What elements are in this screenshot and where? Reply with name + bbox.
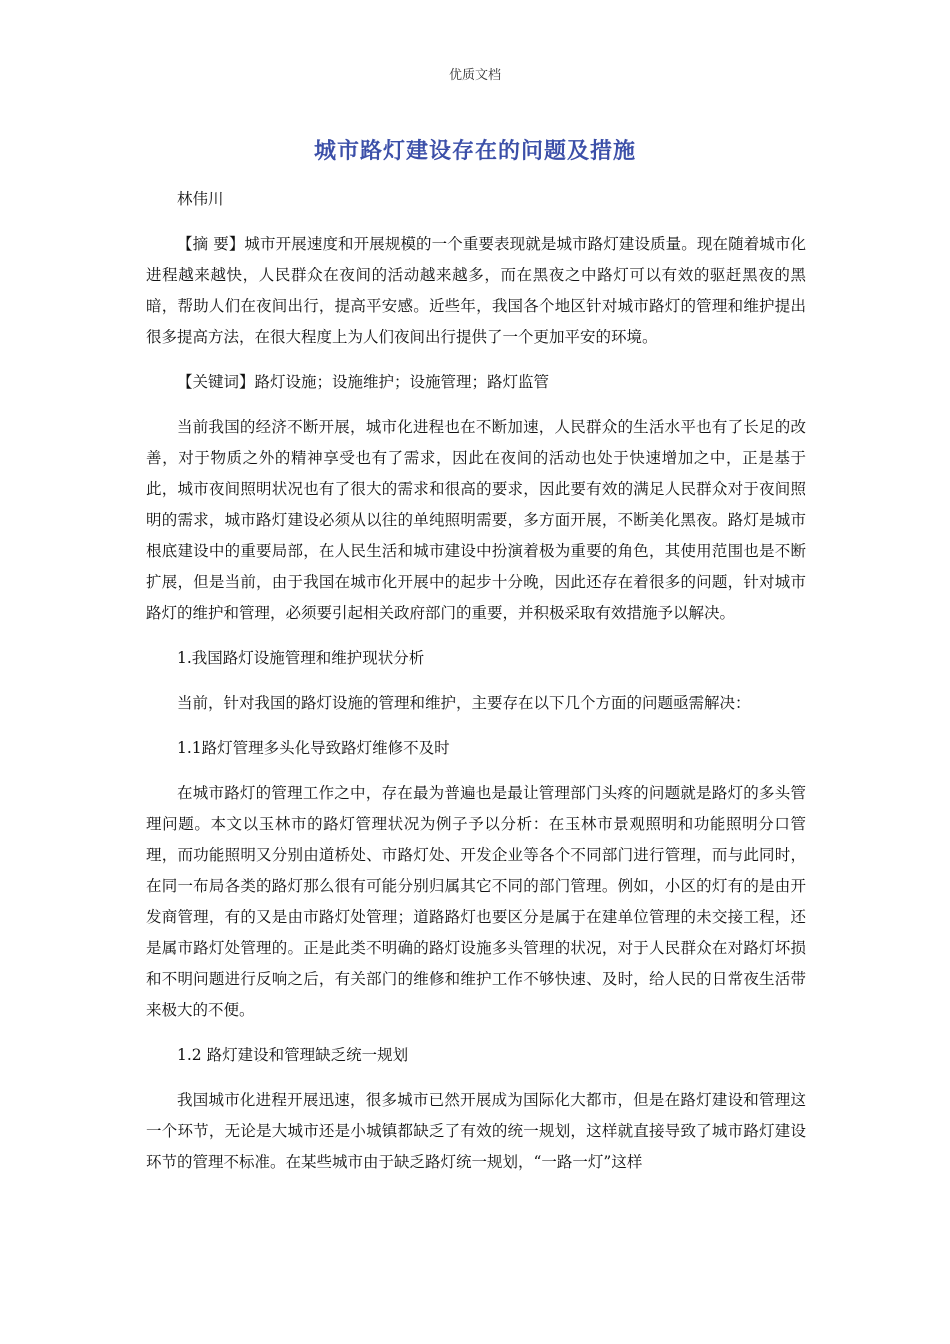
page-header-label: 优质文档 [448,68,501,83]
document-body [146,184,806,1192]
intro-paragraph: 当前我国的经济不断开展，城市化进程也在不断加速，人民群众的生活水平也有了长足的改善，对于物质之外的精神享受也有了需求，因此在夜间的活动也处于快速增加之中，正是基于此，城市夜间照明状况也有了很大的需求和很高的要求，因此要有效的满足人民群众对于夜间照明的需求，城市路灯建设必须从以往的单纯照明需要，多方面开展，不断美化黑夜。路灯是城市根底建设中的重要局部，在人民生活和城市建设中扮演着极为重要的角色，其使用范围也是不断扩展，但是当前，由于我国在城市化开展中的起步十分晚，因此还存在着很多的问题，针对城市路灯的维护和管理，必须要引起相关政府部门的重要，并积极采取有效措施予以解决。 [146,418,806,622]
keywords-paragraph: 【关键词】路灯设施；设施维护；设施管理；路灯监管 [177,373,550,391]
document-title: 城市路灯建设存在的问题及措施 [313,139,636,164]
section-1-1-paragraph: 在城市路灯的管理工作之中，存在最为普遍也是最让管理部门头疼的问题就是路灯的多头管理问题。本文以玉林市的路灯管理状况为例子予以分析：在玉林市景观照明和功能照明分口管理，而功能照明又分别由道桥处、市路灯处、开发企业等各个不同部门进行管理，而与此同时，在同一布局各类的路灯那么很有可能分别归属其它不同的部门管理。例如，小区的灯有的是由开发商管理，有的又是由市路灯处管理；道路路灯也要区分是属于在建单位管理的未交接工程，还是属市路灯处管理的。正是此类不明确的路灯设施多头管理的状况，对于人民群众在对路灯坏损和不明问题进行反响之后，有关部门的维修和维护工作不够快速、及时，给人民的日常夜生活带来极大的不便。 [146,784,806,1019]
section-1-2-paragraph: 我国城市化进程开展迅速，很多城市已然开展成为国际化大都市，但是在路灯建设和管理这一个环节，无论是大城市还是小城镇都缺乏了有效的统一规划，这样就直接导致了城市路灯建设环节的管理不标准。在某些城市由于缺乏路灯统一规划，“一路一灯”这样 [146,1091,806,1171]
section-1-paragraph: 当前，针对我国的路灯设施的管理和维护，主要存在以下几个方面的问题亟需解决： [177,694,751,712]
section-1-2-heading: 1.2 路灯建设和管理缺乏统一规划 [177,1046,409,1064]
section-1-heading: 1.我国路灯设施管理和维护现状分析 [177,649,425,667]
section-1-1-heading: 1.1路灯管理多头化导致路灯维修不及时 [177,739,450,757]
abstract-paragraph: 【摘 要】城市开展速度和开展规模的一个重要表现就是城市路灯建设质量。现在随着城市化进程越来越快，人民群众在夜间的活动越来越多，而在黑夜之中路灯可以有效的驱赶黑夜的黑暗，帮助人们在夜间出行，提高平安感。近些年，我国各个地区针对城市路灯的管理和维护提出很多提高方法，在很大程度上为人们夜间出行提供了一个更加平安的环境。 [146,235,806,346]
author-name: 林伟川 [177,190,224,208]
